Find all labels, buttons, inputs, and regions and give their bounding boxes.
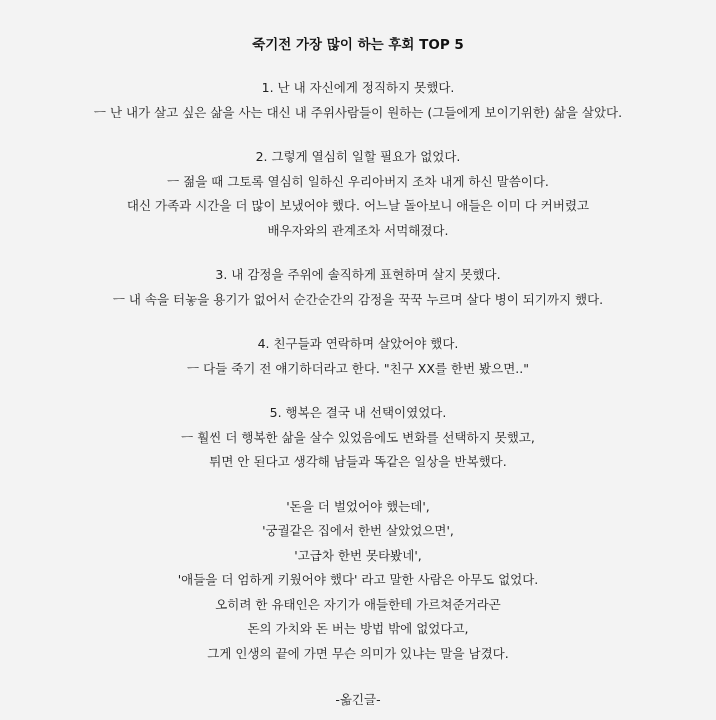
closing-line-6: 돈의 가치와 돈 버는 방법 밖에 없었다고, (247, 621, 469, 636)
regret-section-2 (0, 145, 716, 243)
regret-section-3 (0, 263, 716, 312)
regret-3-heading: 3. 내 감정을 주위에 솔직하게 표현하며 살지 못했다. (215, 267, 501, 282)
closing-line-3: '고급차 한번 못타봤네', (294, 547, 422, 563)
regret-3-detail: ㅡ 내 속을 터놓을 용기가 없어서 순간순간의 감정을 꾹꾹 누르며 살다 병이 되기까지 했다. (112, 291, 604, 307)
closing-line-5: 오히려 한 유태인은 자기가 애들한테 가르쳐준거라곤 (215, 596, 501, 612)
regret-2-detail-2: 대신 가족과 시간을 더 많이 보냈어야 했다. 어느날 돌아보니 애들은 이미 다 커버렸고 (126, 198, 590, 213)
article-title: 죽기전 가장 많이 하는 후회 TOP 5 (252, 37, 464, 53)
regret-4-heading: 4. 친구들과 연락하며 살았어야 했다. (257, 336, 459, 351)
regret-section-5 (0, 401, 716, 475)
regret-5-detail-1: ㅡ 훨씬 더 행복한 삶을 살수 있었음에도 변화를 선택하지 못했고, (181, 429, 535, 445)
source-credit: -옮긴글- (335, 692, 381, 707)
regret-2-detail-1: ㅡ 젊을 때 그토록 열심히 일하신 우리아버지 조차 내게 하신 말씀이다. (167, 173, 549, 189)
regret-5-detail-2: 튀면 안 된다고 생각해 남들과 똑같은 일상을 반복했다. (209, 454, 507, 469)
regret-2-detail-3: 배우자와의 관계조차 서먹해졌다. (267, 222, 449, 238)
regret-2-heading: 2. 그렇게 열심히 일할 필요가 없었다. (255, 149, 461, 164)
closing-paragraph (0, 495, 716, 667)
closing-line-7: 그게 인생의 끝에 가면 무슨 의미가 있냐는 말을 남겼다. (207, 645, 509, 661)
regret-4-detail: ㅡ 다들 죽기 전 얘기하더라고 한다. "친구 XX를 한번 봤으면.." (187, 360, 529, 376)
closing-line-1: '돈을 더 벌었어야 했는데', (286, 498, 430, 514)
regret-5-heading: 5. 행복은 결국 내 선택이였었다. (269, 405, 447, 420)
regret-section-4 (0, 332, 716, 381)
closing-line-2: '궁궐같은 집에서 한번 살았었으면', (262, 523, 454, 538)
regret-1-heading: 1. 난 내 자신에게 정직하지 못했다. (261, 80, 455, 95)
closing-line-4: '애들을 더 엄하게 키웠어야 했다' 라고 말한 사람은 아무도 없었다. (177, 572, 539, 587)
regret-1-detail: ㅡ 난 내가 살고 싶은 삶을 사는 대신 내 주위사람들이 원하는 (그들에게 보이기위한) 삶을 살았다. (93, 104, 623, 120)
regret-section-1 (0, 76, 716, 125)
